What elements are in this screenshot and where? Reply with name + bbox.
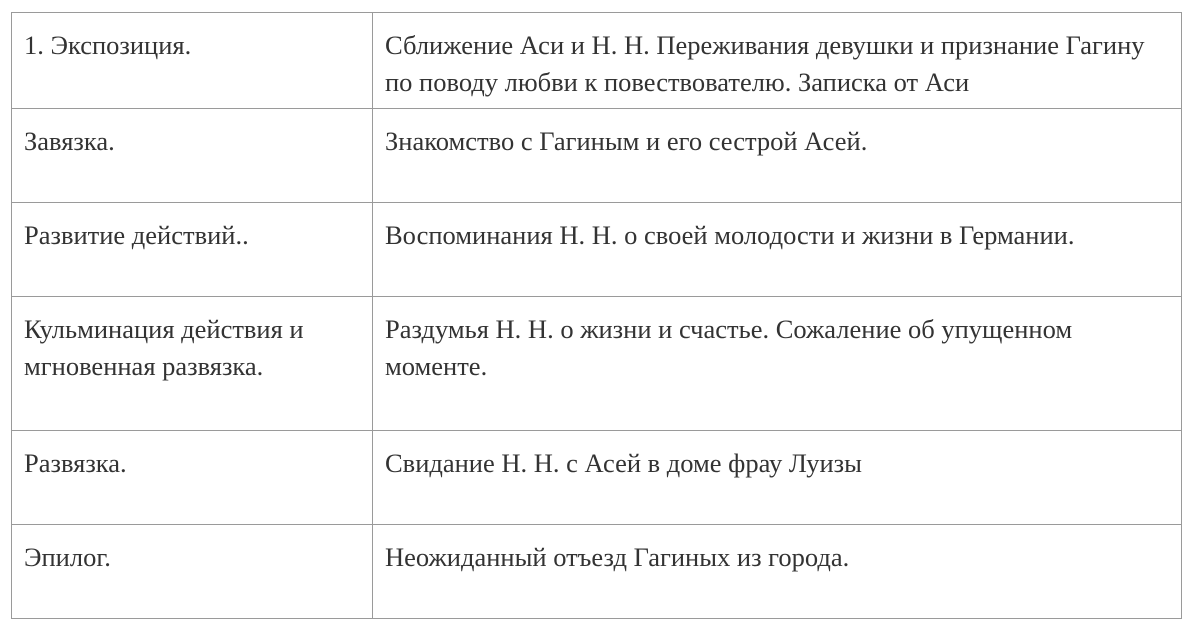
description-cell	[373, 203, 1182, 297]
stage-cell	[12, 13, 373, 109]
stage-label: Развязка.	[24, 448, 127, 478]
stage-cell	[12, 109, 373, 203]
stage-label: Завязка.	[24, 126, 115, 156]
description-cell	[373, 525, 1182, 619]
stage-cell	[12, 431, 373, 525]
description-cell	[373, 13, 1182, 109]
stage-label: Развитие действий..	[24, 220, 249, 250]
stage-cell	[12, 297, 373, 431]
stage-description: Свидание Н. Н. с Асей в доме фрау Луизы	[385, 448, 862, 478]
table-row	[12, 297, 1182, 431]
stage-description: Сближение Аси и Н. Н. Переживания девушки и признание Гагину по поводу любви к повествователю. Записка от Аси	[385, 30, 1145, 97]
stage-cell	[12, 203, 373, 297]
description-cell	[373, 431, 1182, 525]
composition-table	[11, 12, 1182, 619]
stage-description: Воспоминания Н. Н. о своей молодости и жизни в Германии.	[385, 220, 1075, 250]
stage-label: Эпилог.	[24, 542, 111, 572]
description-cell	[373, 109, 1182, 203]
stage-label: 1. Экспозиция.	[24, 30, 192, 60]
table-row	[12, 525, 1182, 619]
table-row	[12, 431, 1182, 525]
description-cell	[373, 297, 1182, 431]
table-row	[12, 13, 1182, 109]
table-row	[12, 203, 1182, 297]
table-row	[12, 109, 1182, 203]
stage-label: Кульминация действия и мгновенная развязка.	[24, 314, 304, 381]
stage-cell	[12, 525, 373, 619]
stage-description: Раздумья Н. Н. о жизни и счастье. Сожаление об упущенном моменте.	[385, 314, 1073, 381]
stage-description: Неожиданный отъезд Гагиных из города.	[385, 542, 850, 572]
stage-description: Знакомство с Гагиным и его сестрой Асей.	[385, 126, 868, 156]
